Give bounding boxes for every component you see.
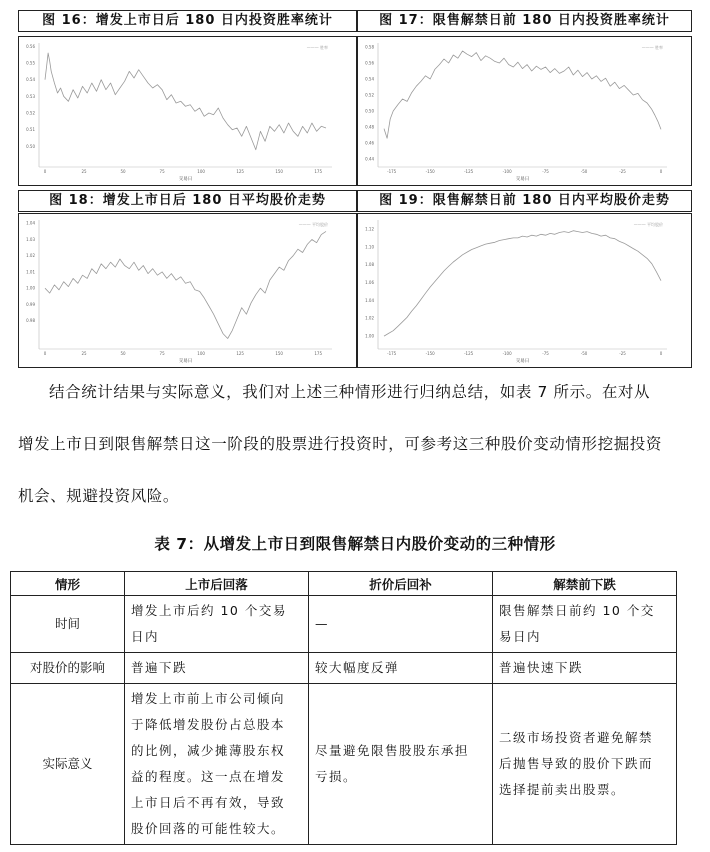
- row-label-time: 时间: [11, 596, 125, 653]
- cell-line: 增发上市后约 10 个交易: [131, 603, 287, 618]
- scenario-table: [10, 571, 677, 845]
- row-label-price-impact: 对股价的影响: [11, 653, 125, 684]
- cell-line: 较大幅度反弹: [315, 660, 400, 675]
- cell-significance-post-listing: [125, 684, 309, 845]
- x-tick-label: -75: [542, 351, 549, 356]
- x-tick-label: 50: [120, 351, 126, 356]
- x-axis-label: 交易日: [515, 359, 530, 364]
- y-tick-label: 1.00: [365, 333, 374, 339]
- cell-significance-rebound: [309, 684, 493, 845]
- cell-line: 选择提前卖出股票。: [499, 782, 626, 797]
- x-tick-label: -25: [619, 169, 626, 174]
- y-tick-label: 0.44: [365, 156, 374, 162]
- x-tick-label: -75: [542, 169, 549, 174]
- figure-18-plot: [19, 214, 356, 367]
- y-tick-label: 0.53: [26, 93, 35, 99]
- table-header-row: [11, 572, 677, 596]
- y-tick-label: 0.52: [365, 92, 374, 98]
- x-tick-label: 25: [81, 169, 87, 174]
- y-tick-label: 1.03: [26, 236, 35, 242]
- x-tick-label: 100: [197, 351, 205, 356]
- figure-16-chart: [18, 36, 357, 186]
- x-axis-label: 交易日: [515, 177, 530, 182]
- header-discount-rebound: 折价后回补: [309, 572, 493, 596]
- x-tick-label: -50: [580, 169, 588, 174]
- cell-time-rebound: [309, 596, 493, 653]
- cell-time-post-listing: [125, 596, 309, 653]
- cell-line: 股价回落的可能性较大。: [131, 821, 286, 836]
- x-tick-label: -100: [502, 169, 512, 174]
- y-tick-label: 0.46: [365, 140, 374, 146]
- legend-entry: ——— 胜率: [641, 45, 663, 50]
- cell-line: 限售解禁日前约 10 个交: [499, 603, 655, 618]
- x-tick-label: 175: [314, 351, 323, 356]
- cell-line: 于降低增发股份占总股本: [131, 717, 286, 732]
- figure-17-title: 图 17：限售解禁日前 180 日内投资胜率统计: [357, 10, 692, 32]
- x-tick-label: 150: [275, 351, 283, 356]
- y-tick-label: 1.02: [365, 315, 374, 321]
- y-tick-label: 0.54: [26, 77, 35, 83]
- figure-19-plot: [358, 214, 691, 367]
- table-row: [11, 653, 677, 684]
- y-tick-label: 1.08: [365, 262, 374, 268]
- y-tick-label: 1.04: [365, 297, 374, 303]
- y-tick-label: 1.12: [365, 226, 374, 232]
- x-tick-label: 100: [197, 169, 205, 174]
- table-row: [11, 684, 677, 845]
- x-tick-label: -125: [464, 169, 474, 174]
- cell-significance-pre-unlock: [493, 684, 677, 845]
- y-tick-label: 1.02: [26, 253, 35, 259]
- x-tick-label: 75: [159, 351, 165, 356]
- x-tick-label: 25: [81, 351, 87, 356]
- table-row: [11, 596, 677, 653]
- figure-19-chart: [357, 213, 692, 368]
- header-post-listing-drop: 上市后回落: [125, 572, 309, 596]
- x-tick-label: -50: [580, 351, 588, 356]
- paragraph-line-3: 机会、规避投资风险。: [18, 487, 180, 505]
- cell-line: 亏损。: [315, 769, 358, 784]
- x-tick-label: -25: [619, 351, 626, 356]
- y-tick-label: 0.52: [26, 110, 35, 116]
- y-tick-label: 0.56: [365, 60, 374, 66]
- x-tick-label: -100: [502, 351, 512, 356]
- row-label-significance: 实际意义: [11, 684, 125, 845]
- cell-line: 上市日后不再有效，导致: [131, 795, 286, 810]
- cell-line: 普遍快速下跌: [499, 660, 584, 675]
- cell-line: 普遍下跌: [131, 660, 188, 675]
- header-pre-unlock-drop: 解禁前下跌: [493, 572, 677, 596]
- cell-line: 二级市场投资者避免解禁: [499, 730, 654, 745]
- x-tick-label: 0: [659, 169, 663, 174]
- x-axis-label: 交易日: [178, 177, 193, 182]
- cell-impact-rebound: [309, 653, 493, 684]
- figure-18-chart: [18, 213, 357, 368]
- x-tick-label: 150: [275, 169, 283, 174]
- y-tick-label: 1.04: [26, 220, 35, 226]
- y-tick-label: 0.55: [26, 60, 35, 66]
- x-tick-label: 0: [659, 351, 663, 356]
- x-tick-label: 125: [236, 351, 244, 356]
- table-7-title: 表 7：从增发上市日到限售解禁日内股价变动的三种情形: [154, 535, 556, 553]
- legend-entry: ——— 平均股价: [298, 222, 328, 227]
- paragraph-line-1: 结合统计结果与实际意义，我们对上述三种情形进行归纳总结，如表 7 所示。在对从: [49, 383, 651, 401]
- x-tick-label: 0: [43, 169, 47, 174]
- figure-19-title: 图 19：限售解禁日前 180 日内平均股价走势: [357, 190, 692, 212]
- x-tick-label: -150: [425, 169, 435, 174]
- y-tick-label: 0.99: [26, 301, 35, 307]
- series-line: [45, 231, 326, 338]
- figure-17-plot: [358, 37, 691, 185]
- x-tick-label: 0: [43, 351, 47, 356]
- y-tick-label: 0.98: [26, 318, 35, 324]
- cell-time-pre-unlock: [493, 596, 677, 653]
- y-tick-label: 0.54: [365, 76, 374, 82]
- series-line: [45, 53, 326, 150]
- legend-entry: ——— 胜率: [306, 45, 328, 50]
- cell-line: —: [315, 616, 329, 631]
- series-line: [384, 51, 661, 138]
- x-tick-label: -150: [425, 351, 435, 356]
- cell-line: 日内: [131, 629, 160, 644]
- x-tick-label: -125: [464, 351, 474, 356]
- x-tick-label: -175: [387, 169, 397, 174]
- y-tick-label: 0.56: [26, 43, 35, 49]
- y-tick-label: 0.48: [365, 124, 374, 130]
- y-tick-label: 1.10: [365, 244, 374, 250]
- cell-line: 增发上市前上市公司倾向: [131, 691, 286, 706]
- y-tick-label: 0.51: [26, 127, 35, 133]
- cell-impact-pre-unlock: [493, 653, 677, 684]
- cell-line: 的比例，减少摊薄股东权: [131, 743, 286, 758]
- y-tick-label: 0.50: [365, 108, 374, 114]
- cell-line: 益的程度。这一点在增发: [131, 769, 286, 784]
- y-tick-label: 1.00: [26, 285, 35, 291]
- x-tick-label: 50: [120, 169, 126, 174]
- y-tick-label: 1.01: [26, 269, 35, 275]
- paragraph-line-2: 增发上市日到限售解禁日这一阶段的股票进行投资时，可参考这三种股价变动情形挖掘投资: [18, 435, 663, 453]
- cell-line: 后抛售导致的股价下跌而: [499, 756, 654, 771]
- figure-16-plot: [19, 37, 356, 185]
- y-tick-label: 0.50: [26, 143, 35, 149]
- figure-18-title: 图 18：增发上市日后 180 日平均股价走势: [18, 190, 357, 212]
- legend-entry: ——— 平均股价: [633, 222, 663, 227]
- x-tick-label: 125: [236, 169, 244, 174]
- x-tick-label: -175: [387, 351, 397, 356]
- y-tick-label: 0.58: [365, 44, 374, 50]
- summary-paragraph: [18, 366, 692, 522]
- x-axis-label: 交易日: [178, 359, 193, 364]
- figure-17-chart: [357, 36, 692, 186]
- x-tick-label: 175: [314, 169, 323, 174]
- series-line: [384, 231, 661, 336]
- cell-line: 尽量避免限售股股东承担: [315, 743, 470, 758]
- cell-line: 易日内: [499, 629, 542, 644]
- header-scenario: 情形: [11, 572, 125, 596]
- figure-16-title: 图 16：增发上市日后 180 日内投资胜率统计: [18, 10, 357, 32]
- y-tick-label: 1.06: [365, 280, 374, 285]
- cell-impact-post-listing: [125, 653, 309, 684]
- x-tick-label: 75: [159, 169, 165, 174]
